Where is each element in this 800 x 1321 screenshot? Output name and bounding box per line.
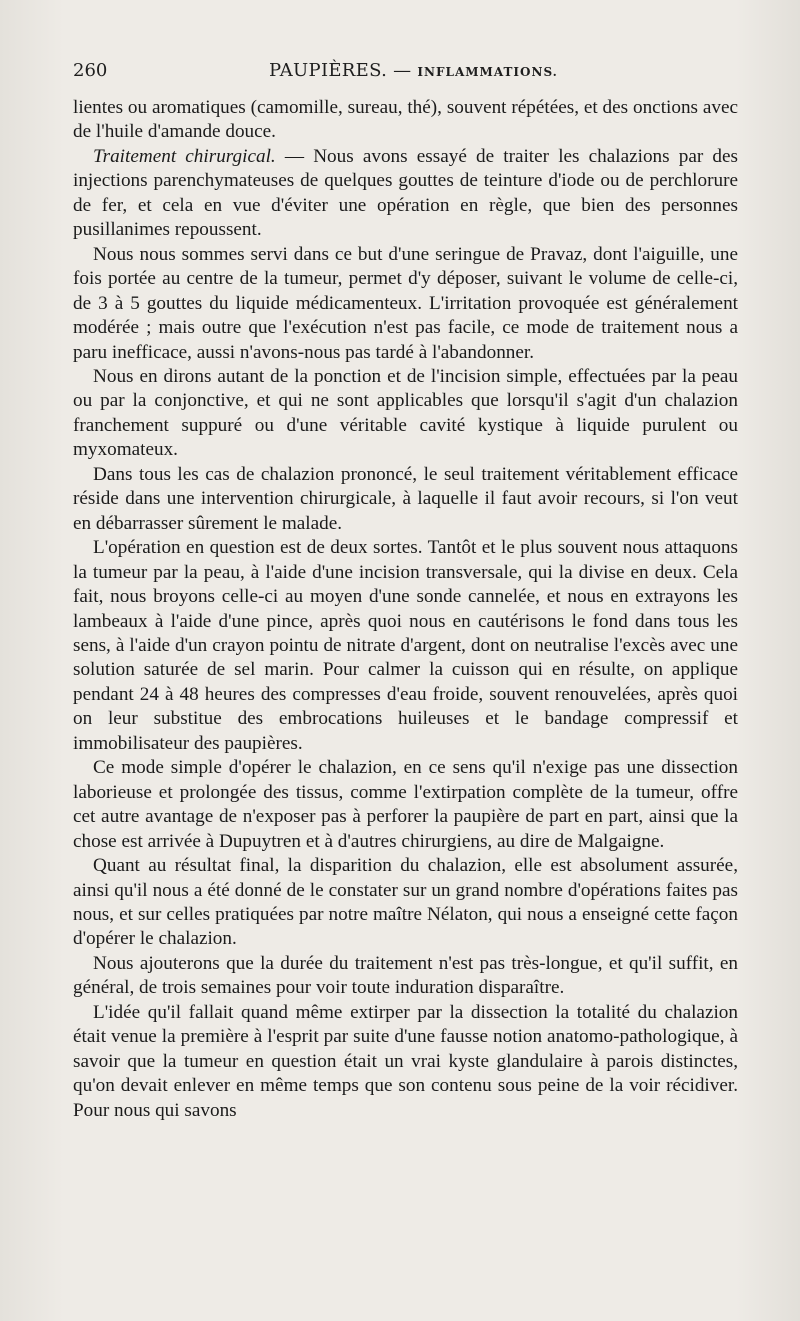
paragraph: [73, 365, 738, 463]
paragraph-text: L'idée qu'il fallait quand même extirper par la dissection la totalité du chalazion était venue la première à l'esprit par suite d'une fausse notion anatomo-pathologique, à savoir que la tumeur en question était un vrai kyste glandulaire à parois distinctes, qu'on devait enlever en même temps que son contenu sous peine de la voir récidiver. Pour nous qui savons: [73, 1001, 738, 1121]
paragraph-text: lientes ou aromatiques (camomille, sureau, thé), souvent répétées, et des onctions avec de l'huile d'amande douce.: [73, 97, 738, 143]
paragraph: [73, 854, 738, 952]
running-header: [73, 60, 738, 88]
paragraph-text: Quant au résultat final, la disparition du chalazion, elle est absolument assurée, ainsi qu'il nous a été donné de le constater sur un grand nombre d'opérations faites pas nous, et sur celles pratiquées par notre maître Nélaton, qui nous a enseigné cette façon d'opérer le chalazion.: [73, 855, 738, 950]
paragraph: [73, 96, 738, 145]
paragraph-text: Ce mode simple d'opérer le chalazion, en ce sens qu'il n'exige pas une dissection laborieuse et prolongée des tissus, comme l'extirpation complète de la tumeur, offre cet autre avantage de n'exposer pas à perforer la paupière de part en part, ainsi que la chose est arrivée à Dupuytren et à d'autres chirurgiens, au dire de Malgaigne.: [73, 757, 738, 852]
page-number: 260: [73, 60, 108, 81]
paragraph: [73, 463, 738, 536]
paragraph: [73, 145, 738, 243]
running-title: [269, 60, 558, 81]
chapter-title: PAUPIÈRES.: [269, 60, 388, 81]
paragraph-text: Nous en dirons autant de la ponction et de l'incision simple, effectuées par la peau ou par la conjonctive, et qui ne sont applicables que lorsqu'il s'agit d'un chalazion franchement suppuré ou d'une véritable cavité kystique à liquide purulent ou myxomateux.: [73, 365, 738, 461]
body-text: [73, 96, 738, 1123]
paragraph: [73, 756, 738, 854]
paragraph-text: Dans tous les cas de chalazion prononcé, le seul traitement véritablement efficace réside dans une intervention chirurgicale, à laquelle il faut avoir recours, si l'on veut en débarrasser sûrement le malade.: [73, 463, 738, 534]
paragraph: [73, 1001, 738, 1123]
paragraph: [73, 952, 738, 1001]
paragraph-text: L'opération en question est de deux sortes. Tantôt et le plus souvent nous attaquons la tumeur par la peau, à l'aide d'une incision transversale, qui la divise en deux. Cela fait, nous broyons celle-ci au moyen d'une sonde cannelée, et nous en extrayons les lambeaux à l'aide d'une pince, après quoi nous en cautérisons le fond dans tous les sens, à l'aide d'un crayon pointu de nitrate d'argent, dont on neutralise l'excès avec une solution saturée de sel marin. Pour calmer la cuisson qui en résulte, on applique pendant 24 à 48 heures des compresses d'eau froide, souvent renouvelées, après quoi on leur substitue des embrocations huileuses et le bandage compressif et immobilisateur des paupières.: [73, 537, 738, 754]
paragraph-text: Nous nous sommes servi dans ce but d'une seringue de Pravaz, dont l'aiguille, une fois portée au centre de la tumeur, permet d'y déposer, suivant le volume de celle-ci, de 3 à 5 gouttes du liquide médicamenteux. L'irritation provoquée est généralement modérée ; mais outre que l'exécution n'est pas facile, ce mode de traitement nous a paru inefficace, aussi n'avons-nous pas tardé à l'abandonner.: [73, 243, 738, 363]
paragraph: [73, 243, 738, 365]
paragraph-lead: Traitement chirurgical.: [93, 145, 276, 167]
paragraph: [73, 536, 738, 756]
section-title: INFLAMMATIONS.: [417, 65, 558, 79]
paragraph-text: Nous ajouterons que la durée du traitement n'est pas très-longue, et qu'il suffit, en général, de trois semaines pour voir toute induration disparaître.: [73, 952, 738, 999]
paragraph-text: — Nous avons essayé de traiter les chalazions par des injections parenchymateuses de quelques gouttes de teinture d'iode ou de perchlorure de fer, et cela en vue d'éviter une opération en règle, que bien des personnes pusillanimes repoussent.: [73, 145, 738, 241]
title-separator: —: [393, 60, 412, 81]
